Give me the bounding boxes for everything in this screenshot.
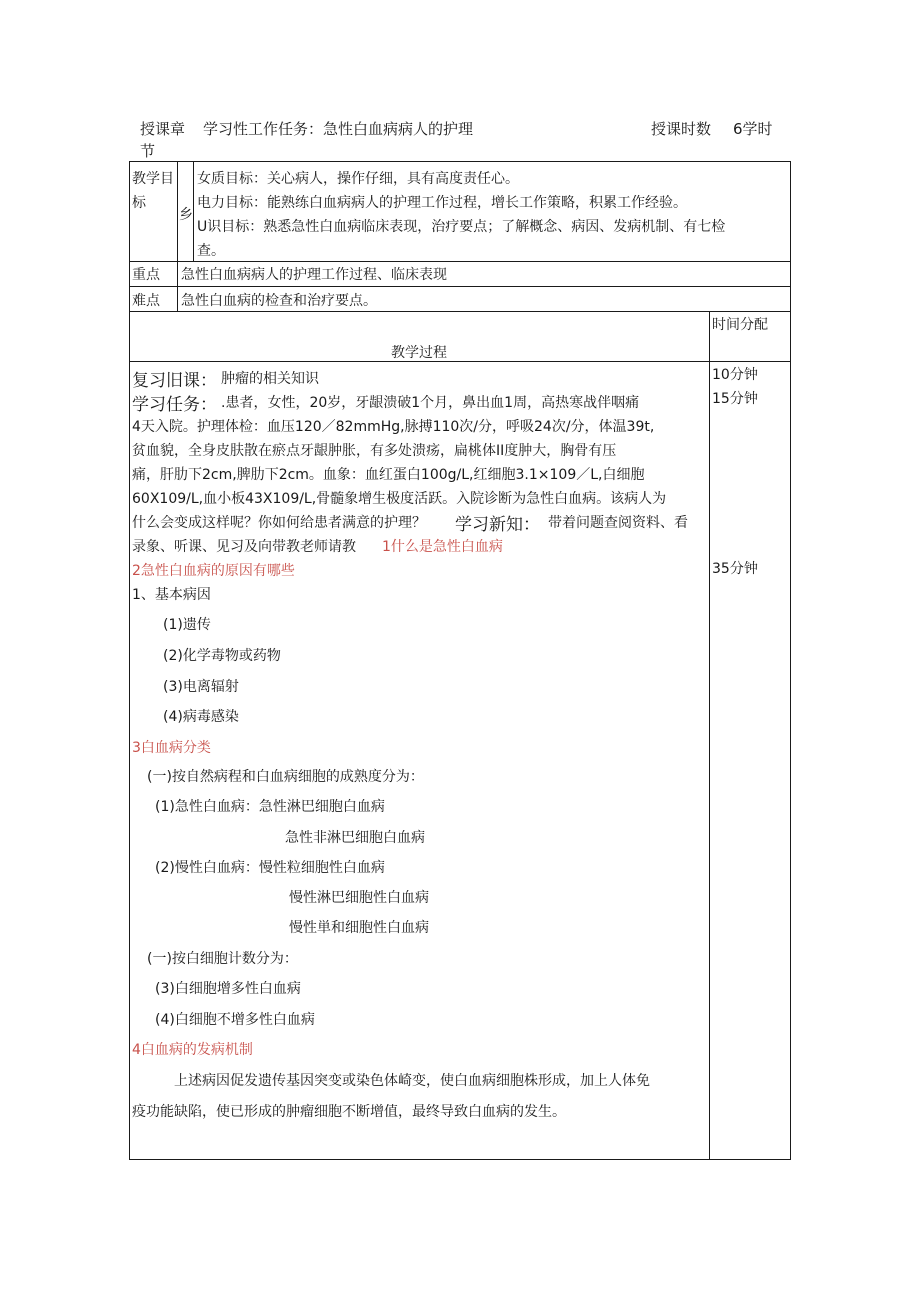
task-label: 学习任务： [132,395,217,415]
hours-label: 授课时数 [651,120,712,138]
cause-item: (3)电离辐射 [163,679,239,695]
question-1: 1什么是急性白血病 [382,539,503,555]
time-header: 时间分配 [712,317,768,333]
wbc-class: (4)白细胞不增多性白血病 [155,1012,315,1028]
key-point-label: 重点 [132,267,160,283]
classification-b: (一)按白细胞计数分为： [147,951,298,967]
question-2: 2急性白血病的原因有哪些 [132,563,295,579]
classification-a: (一)按自然病程和白血病细胞的成熟度分为： [147,769,424,785]
difficult-point-text: 急性白血病的检查和治疗要点。 [181,293,377,309]
table-border-left [129,161,130,1160]
table-border-right [790,161,791,1160]
chronic-leukemia: (2)慢性白血病：慢性粒细胞性白血病 [155,860,385,876]
quality-objective: 女质目标：关心病人，操作仔细，具有高度责任心。 [197,171,519,187]
time-column-divider [709,311,710,1160]
case-line-6: 什么会变成这样呢？你如何给患者满意的护理？ [132,515,426,531]
objectives-mark: 乡 [179,207,193,223]
table-border-top [129,161,791,162]
question-3: 3白血病分类 [132,740,211,756]
cause-item: (2)化学毒物或药物 [163,648,281,664]
chapter-label: 授课章 [140,120,186,138]
acute-leukemia: (1)急性白血病：急性淋巴细胞白血病 [155,799,385,815]
chapter-label-cont: 节 [140,142,156,160]
table-border-bottom [129,1159,791,1160]
case-line-2: 4天入院。护理体检：血压120／82mmHg,脉搏110次/分，呼吸24次/分，体温39t, [132,419,655,435]
ability-objective: 电力目标：能熟练白血病病人的护理工作过程，增长工作策略，积累工作经验。 [197,195,687,211]
mechanism-line-2: 疫功能缺陷，使已形成的肿瘤细胞不断增值，最终导致白血病的发生。 [132,1104,566,1120]
table-divider [129,286,791,287]
case-line-3: 贫血貌，全身皮肤散在瘀点牙龈肿胀，有多处溃疡，扁桃体II度肿大，胸骨有压 [132,443,617,459]
mechanism-line-1: 上述病因促发遗传基因突变或染色体崎变，使白血病细胞株形成，加上人体免 [174,1073,650,1089]
table-divider [129,261,791,262]
process-header: 教学过程 [391,345,447,361]
hours-value: 6学时 [733,120,773,138]
key-point-text: 急性白血病病人的护理工作过程、临床表现 [181,267,447,283]
case-line-6-cont: 带着问题查阅资料、看 [548,515,688,531]
case-line-1: .患者，女性，20岁，牙龈溃破1个月，鼻出血1周，高热寒战伴咽痛 [221,395,640,411]
question-4: 4白血病的发病机制 [132,1042,253,1058]
table-divider [129,311,791,312]
knowledge-objective-cont: 查。 [197,243,225,259]
time-review: 10分钟 [712,367,758,383]
wbc-class: (3)白细胞增多性白血病 [155,981,301,997]
task-title: 学习性工作任务：急性白血病病人的护理 [203,120,474,138]
difficult-point-label: 难点 [132,293,160,309]
case-line-4: 痛，肝肋下2cm,脾肋下2cm。血象：血红蛋白100g/L,红细胞3.1×109／L,白细胞 [132,467,645,483]
knowledge-objective: U识目标：熟悉急性白血病临床表现，治疗要点；了解概念、病因、发病机制、有七检 [197,219,726,235]
review-text: 肿瘤的相关知识 [221,371,319,387]
chronic-leukemia-type: 慢性淋巴细胞性白血病 [289,890,429,906]
case-line-7: 录象、听课、见习及向带教老师请教 [132,539,356,555]
cause-item: (4)病毒感染 [163,709,239,725]
acute-leukemia-type: 急性非淋巴细胞白血病 [285,830,425,846]
case-line-5: 60X109/L,血小板43X109/L,骨髓象增生极度活跃。入院诊断为急性白血病。该病人为 [132,491,667,507]
mark-column-divider [193,161,194,261]
new-knowledge-label: 学习新知： [455,515,540,535]
review-label: 复习旧课： [132,371,217,391]
objectives-label: 教学目 [132,171,174,187]
label-column-divider [177,161,178,311]
basic-cause-heading: 1、基本病因 [132,587,211,603]
objectives-label-cont: 标 [132,195,146,211]
cause-item: (1)遗传 [163,617,211,633]
time-new-knowledge: 35分钟 [712,561,758,577]
chronic-leukemia-type: 慢性単和细胞性白血病 [289,920,429,936]
time-task: 15分钟 [712,391,758,407]
table-divider [129,361,791,362]
